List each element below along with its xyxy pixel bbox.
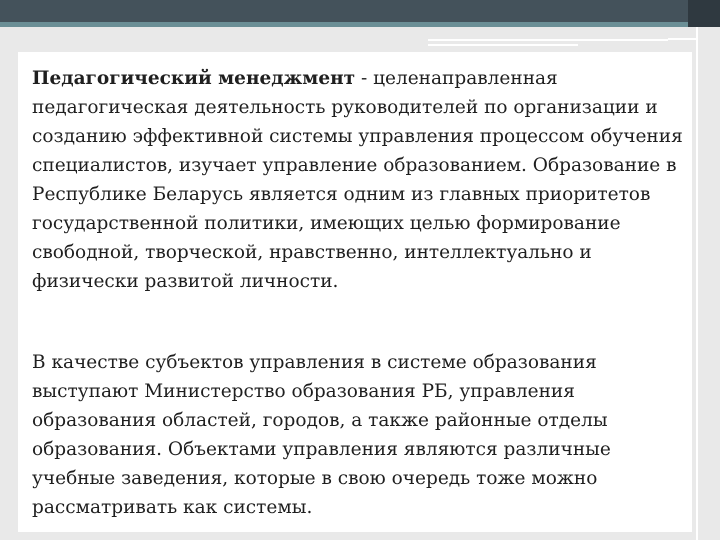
decorative-rule-upper [428, 39, 668, 41]
frame-line-right [696, 27, 698, 540]
defined-term: Педагогический менеджмент [32, 68, 356, 89]
frame-line-top [668, 38, 698, 40]
subjects-paragraph: В качестве субъектов управления в системе образования выступают Министерство образования РБ, управления образования областей, городов, а также районные отделы образования. Объектами управления являются различные учебные заведения, которые в свою очередь тоже можно рассматривать как системы. [32, 352, 611, 518]
definition-text: - целенаправленная педагогическая деятельность руководителей по организации и созданию эффективной системы управления процессом обучения специалистов, изучает управление образованием. Образование в Республике Беларусь является одним из главных приоритетов государственной политики, имеющих целью формирование свободной, творческой, нравственно, интеллектуально и физически развитой личности. [32, 68, 683, 292]
top-right-corner-block [688, 0, 720, 27]
top-accent-stripe [0, 22, 720, 27]
decorative-rule-lower [428, 44, 578, 46]
definition-paragraph [32, 64, 692, 296]
top-decorative-bar [0, 0, 720, 22]
